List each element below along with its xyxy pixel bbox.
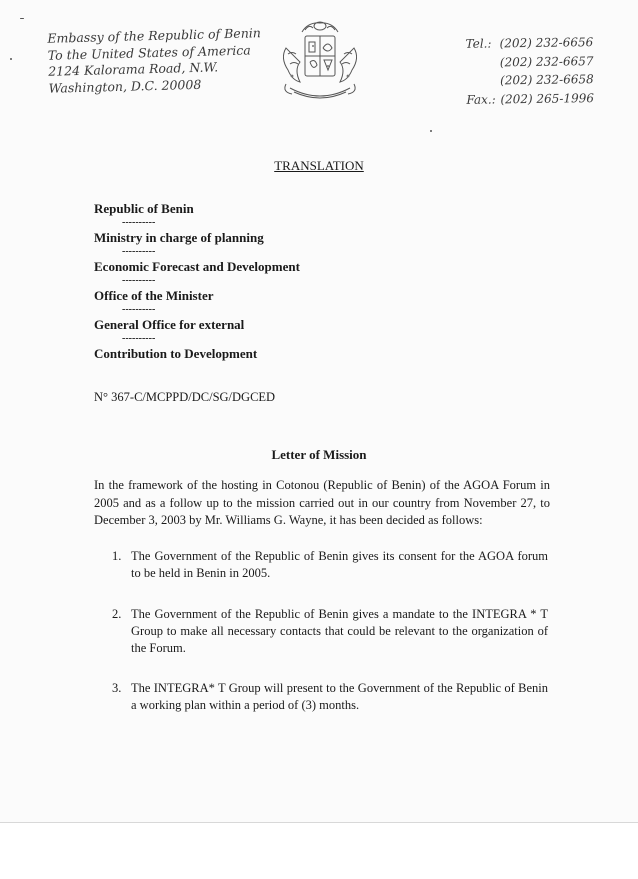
phone-row [465,33,593,53]
coat-of-arms-icon [272,18,368,110]
fax-label: Fax.: [466,90,500,109]
item-text: The Government of the Republic of Benin gives its consent for the AGOA forum to be held in Benin in 2005. [131,548,548,582]
translation-heading: TRANSLATION [274,158,364,173]
item-number: 1. [112,548,130,565]
item-number: 3. [112,680,130,697]
org-line: Ministry in charge of planning [94,230,300,247]
org-line: General Office for external [94,317,300,334]
embassy-address-line: 2124 Kalorama Road, N.W. [48,58,262,80]
phone-number: (202) 232-6657 [500,54,594,69]
scan-margin [0,822,638,879]
separator: ---------- [94,218,300,230]
phone-number: (202) 232-6656 [500,35,594,50]
org-line: Contribution to Development [94,346,300,363]
embassy-address-line: Embassy of the Republic of Benin [47,25,261,47]
item-text: The Government of the Republic of Benin gives a mandate to the INTEGRA * T Group to make all necessary contacts that could be relevant to the organization of the Forum. [131,606,548,657]
scan-speck [10,58,12,60]
phone-row [466,70,594,90]
phone-label: Tel.: [465,34,499,53]
scan-speck [430,130,432,132]
list-item [112,548,548,582]
separator: ---------- [94,334,300,346]
ministry-letterhead [94,201,300,363]
fax-row [466,89,594,109]
embassy-address-line: To the United States of America [48,42,262,64]
phone-number: (202) 232-6658 [500,72,594,87]
intro-paragraph: In the framework of the hosting in Cotonou (Republic of Benin) of the AGOA Forum in 2005 and as a follow up to the mission carried out in our country from November 27, to December 3, 2003 by Mr. Williams G. Wayne, it has been decided as follows: [94,477,550,530]
org-line: Economic Forecast and Development [94,259,300,276]
page-title [0,158,638,174]
list-item [112,606,548,657]
fax-number: (202) 265-1996 [500,91,594,106]
item-text: The INTEGRA* T Group will present to the Government of the Republic of Benin a working plan within a period of (3) months. [131,680,548,714]
reference-number: N° 367-C/MCPPD/DC/SG/DGCED [94,390,275,405]
separator: ---------- [94,276,300,288]
item-number: 2. [112,606,130,623]
letter-subject: Letter of Mission [0,447,638,463]
list-item [112,680,548,714]
org-line: Office of the Minister [94,288,300,305]
separator: ---------- [94,247,300,259]
separator: ---------- [94,305,300,317]
org-line: Republic of Benin [94,201,300,218]
phone-row [466,52,594,72]
scan-speck [20,18,24,19]
embassy-address-line: Washington, D.C. 20008 [48,75,262,97]
embassy-address [47,25,262,97]
contact-numbers [465,33,594,109]
